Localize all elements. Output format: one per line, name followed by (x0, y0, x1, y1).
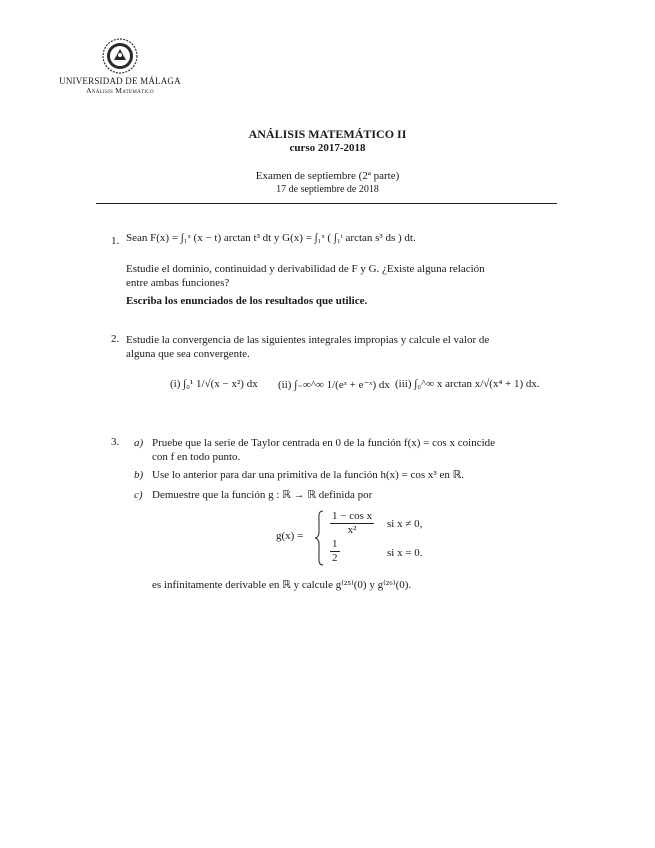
problem-2-number: 2. (111, 333, 120, 345)
case2-numerator: 1 (332, 538, 338, 550)
integral-ii (278, 378, 390, 391)
piecewise-case1 (328, 510, 376, 537)
department-name: Análisis Matemático (86, 86, 154, 95)
part-b-label: b) (134, 469, 144, 481)
left-brace-icon (314, 510, 324, 566)
integral-ii-label: (ii) (278, 379, 292, 391)
integral-i-label: (i) (170, 378, 181, 390)
header-divider (96, 203, 557, 204)
case1-numerator: 1 − cos x (332, 510, 373, 522)
part-c-label: c) (134, 489, 143, 501)
problem-1-line3: entre ambas funciones? (126, 277, 230, 289)
problem-3-closing: es infinitamente derivable en ℝ y calcule g⁽²⁵⁾(0) y g⁽²⁶⁾(0). (152, 579, 412, 591)
problem-1-number: 1. (111, 235, 120, 247)
part-b-line1: Use lo anterior para dar una primitiva de la función h(x) = cos x³ en ℝ. (152, 469, 465, 481)
exam-date: 17 de septiembre de 2018 (276, 184, 379, 195)
integral-i-expr: ∫₀¹ 1/√(x − x²) dx (183, 378, 258, 390)
integral-ii-expr: ∫₋∞^∞ 1/(eˣ + e⁻ˣ) dx (294, 379, 390, 391)
problem-1-instruction: Escriba los enunciados de los resultados que utilice. (126, 295, 368, 307)
piecewise-case2 (328, 538, 342, 565)
exam-session: Examen de septiembre (2ª parte) (255, 170, 400, 182)
case2-denominator: 2 (332, 552, 338, 564)
university-seal-icon (102, 38, 138, 74)
exam-title: ANÁLISIS MATEMÁTICO II (248, 127, 407, 141)
case1-fraction (330, 510, 374, 537)
case2-condition: si x = 0. (387, 547, 423, 559)
part-c-line1: Demuestre que la función g : ℝ → ℝ definida por (152, 489, 373, 501)
part-a-label: a) (134, 437, 144, 449)
case1-condition: si x ≠ 0, (387, 518, 423, 530)
university-header (55, 38, 185, 95)
case2-fraction (330, 538, 340, 565)
integral-iii-label: (iii) (395, 378, 412, 390)
problem-1-line2: Estudie el dominio, continuidad y derivabilidad de F y G. ¿Existe alguna relación (126, 263, 485, 275)
case1-denominator: x² (347, 524, 357, 536)
integral-iii (395, 378, 540, 390)
university-name: UNIVERSIDAD DE MÁLAGA (59, 76, 181, 86)
part-a-line2: con f en todo punto. (152, 451, 241, 463)
problem-3-number: 3. (111, 436, 120, 448)
exam-course: curso 2017-2018 (289, 142, 366, 154)
piecewise-lhs: g(x) = (276, 530, 304, 542)
problem-1-statement: Sean F(x) = ∫₁ˣ (x − t) arctan t³ dt y G(x) = ∫₁ˣ ( ∫₁ᵗ arctan s³ ds ) dt. (126, 232, 416, 244)
integral-iii-expr: ∫₀^∞ x arctan x/√(x⁴ + 1) dx. (414, 378, 540, 390)
part-a-line1: Pruebe que la serie de Taylor centrada en 0 de la función f(x) = cos x coincide (152, 437, 496, 449)
integral-i (170, 378, 258, 390)
problem-2-line2: alguna que sea convergente. (126, 348, 250, 360)
problem-2-line1: Estudie la convergencia de las siguientes integrales impropias y calcule el valor de (126, 334, 490, 346)
